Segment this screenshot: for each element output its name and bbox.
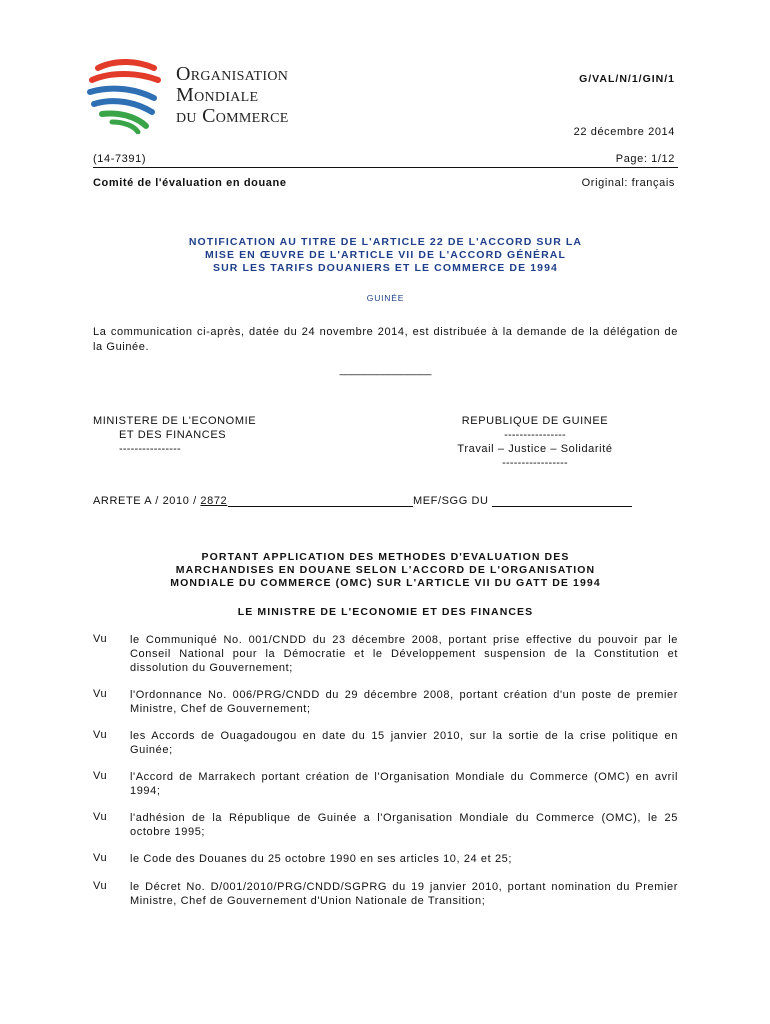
republic-block: [430, 414, 640, 470]
org-name-line-3: du Commerce: [176, 105, 289, 127]
ministry-line-3: ----------------: [119, 443, 181, 455]
vu-item: [93, 729, 678, 757]
title-line-3: SUR LES TARIFS DOUANIERS ET LE COMMERCE DE 1994: [213, 262, 558, 274]
vu-text: l'adhésion de la République de Guinée a l'Organisation Mondiale du Commerce (OMC), le 25 octobre 1995;: [130, 812, 678, 838]
vu-label: Vu: [93, 633, 108, 645]
vu-text: le Décret No. D/001/2010/PRG/CNDD/SGPRG du 19 janvier 2010, portant nomination du Premier Ministre, Chef de Gouvernement d'Union Nationale de Transition;: [130, 881, 678, 907]
notification-title: [93, 236, 678, 275]
minister-heading: LE MINISTRE DE L'ECONOMIE ET DES FINANCES: [237, 606, 534, 618]
arrete-number: 2872: [200, 495, 228, 507]
republic-line-4: -----------------: [502, 457, 568, 469]
arrete-blank-1: [228, 506, 413, 507]
ministry-block: [93, 414, 256, 456]
vu-item: [93, 880, 678, 908]
title-line-1: NOTIFICATION AU TITRE DE L'ARTICLE 22 DE L'ACCORD SUR LA: [188, 236, 583, 248]
vu-text: les Accords de Ouagadougou en date du 15 janvier 2010, sur la sortie de la crise politique en Guinée;: [130, 730, 678, 756]
subject-line-3: MONDIALE DU COMMERCE (OMC) SUR L'ARTICLE VII DU GATT DE 1994: [170, 577, 601, 589]
vu-item: [93, 770, 678, 798]
republic-line-2: ----------------: [504, 429, 566, 441]
header-rule: [93, 167, 678, 168]
vu-text: l'Accord de Marrakech portant création de l'Organisation Mondiale du Commerce (OMC) en avril 1994;: [130, 771, 678, 797]
vu-text: le Code des Douanes du 25 octobre 1990 en ses articles 10, 24 et 25;: [130, 853, 513, 865]
vu-label: Vu: [93, 729, 108, 741]
wto-emblem-icon: [84, 58, 170, 134]
original-language: Original: français: [581, 177, 675, 189]
subject-heading: [93, 551, 678, 590]
separator-line: _______________: [339, 364, 432, 376]
vu-text: le Communiqué No. 001/CNDD du 23 décembre 2008, portant prise effective du pouvoir par le Conseil National pour la Démocratie et le Développement suspension de la Constitution et dissolution du Gouvernement;: [130, 634, 678, 674]
doc-date: 22 décembre 2014: [573, 126, 675, 138]
vu-item: [93, 688, 678, 716]
republic-line-3: Travail – Justice – Solidarité: [457, 443, 613, 455]
ref-number: (14-7391): [93, 153, 147, 165]
arrete-prefix: ARRETE A / 2010 /: [93, 495, 197, 507]
intro-paragraph: La communication ci-après, datée du 24 novembre 2014, est distribuée à la demande de la délégation de la Guinée.: [93, 326, 678, 353]
country-name: GUINÉE: [366, 293, 405, 303]
vu-label: Vu: [93, 811, 108, 823]
org-name: [176, 64, 289, 127]
org-name-line-1: Organisation: [176, 63, 289, 85]
vu-item: [93, 811, 678, 839]
vu-label: Vu: [93, 852, 108, 864]
subject-line-2: MARCHANDISES EN DOUANE SELON L'ACCORD DE L'ORGANISATION: [175, 564, 596, 576]
ministry-line-2: ET DES FINANCES: [119, 429, 227, 441]
page-number: Page: 1/12: [615, 153, 675, 165]
title-line-2: MISE EN ŒUVRE DE L'ARTICLE VII DE L'ACCORD GÉNÉRAL: [204, 249, 566, 261]
vu-item: [93, 852, 678, 866]
vu-label: Vu: [93, 770, 108, 782]
vu-text: l'Ordonnance No. 006/PRG/CNDD du 29 décembre 2008, portant création d'un poste de premier Ministre, Chef de Gouvernement;: [130, 689, 678, 715]
committee: Comité de l'évaluation en douane: [93, 177, 287, 189]
republic-line-1: REPUBLIQUE DE GUINEE: [461, 415, 609, 427]
arrete-suffix: MEF/SGG DU: [412, 495, 489, 507]
arrete-line: [93, 495, 653, 507]
ministry-line-1: MINISTERE DE L'ECONOMIE: [93, 415, 257, 427]
wto-logo: [84, 58, 334, 134]
org-name-line-2: Mondiale: [176, 84, 259, 106]
vu-item: [93, 633, 678, 675]
subject-line-1: PORTANT APPLICATION DES METHODES D'EVALUATION DES: [201, 551, 570, 563]
arrete-blank-2: [492, 506, 632, 507]
doc-symbol: G/VAL/N/1/GIN/1: [579, 73, 675, 85]
vu-label: Vu: [93, 688, 108, 700]
vu-label: Vu: [93, 880, 108, 892]
